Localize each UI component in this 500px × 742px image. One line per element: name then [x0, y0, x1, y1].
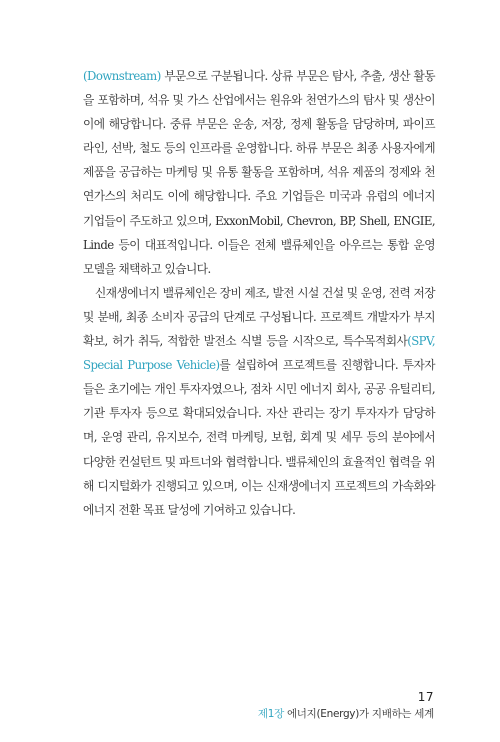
paragraph-1-text: 부문으로 구분됩니다. 상류 부문은 탐사, 추출, 생산 활동을 포함하며, 석유 및 가스 산업에서는 원유와 천연가스의 탐사 및 생산이 이에 해당합니다. 중류 부문은 운송, 저장, 정제 활동을 담당하며, 파이프라인, 선박, 철도 등의 인프라를 운영합니다. 하류 부문은 최종 사용자에게 제품을 공급하는 마케팅 및 유통 활동을 포함하며, 석유 제품의 정제와 천연가스의 처리도 이에 해당합니다. 주요 기업들은 미국과 유럽의 에너지 기업들이 주도하고 있으며, ExxonMobil, Chevron, BP, Shell, ENGIE, Linde 등이 대표적입니다. 이들은 전체 밸류체인을 아우르는 통합 운영 모델을 채택하고 있습니다. [83, 69, 435, 276]
paragraph-2 [83, 281, 435, 522]
highlight-term-spv: (SPV, Special Purpose Vehicle) [83, 334, 435, 373]
page-footer [258, 690, 434, 721]
chapter-title: 에너지(Energy)가 지배하는 세계 [286, 708, 434, 720]
highlight-term-downstream: (Downstream) [83, 69, 161, 83]
chapter-label: 제1장 [257, 708, 284, 720]
page-number: 17 [417, 690, 434, 704]
running-footer [258, 706, 434, 721]
body-text [83, 64, 435, 522]
paragraph-1 [83, 64, 435, 281]
paragraph-2-text-a: 신재생에너지 밸류체인은 장비 제조, 발전 시설 건설 및 운영, 전력 저장 및 분배, 최종 소비자 공급의 단계로 구성됩니다. 프로젝트 개발자가 부지 확보, 허가 취득, 적합한 발전소 식별 등을 시작으로, 특수목적회사 [83, 285, 435, 349]
paragraph-2-text-b: 를 설립하여 프로젝트를 진행합니다. 투자자들은 초기에는 개인 투자자였으나, 점차 시민 에너지 회사, 공공 유틸리티, 기관 투자자 등으로 확대되었습니다. 자산 관리는 장기 투자자가 담당하며, 운영 관리, 유지보수, 전력 마케팅, 보험, 회계 및 세무 등의 분야에서 다양한 컨설턴트 및 파트너와 협력합니다. 밸류체인의 효율적인 협력을 위해 디지털화가 진행되고 있으며, 이는 신재생에너지 프로젝트의 가속화와 에너지 전환 목표 달성에 기여하고 있습니다. [83, 358, 435, 517]
